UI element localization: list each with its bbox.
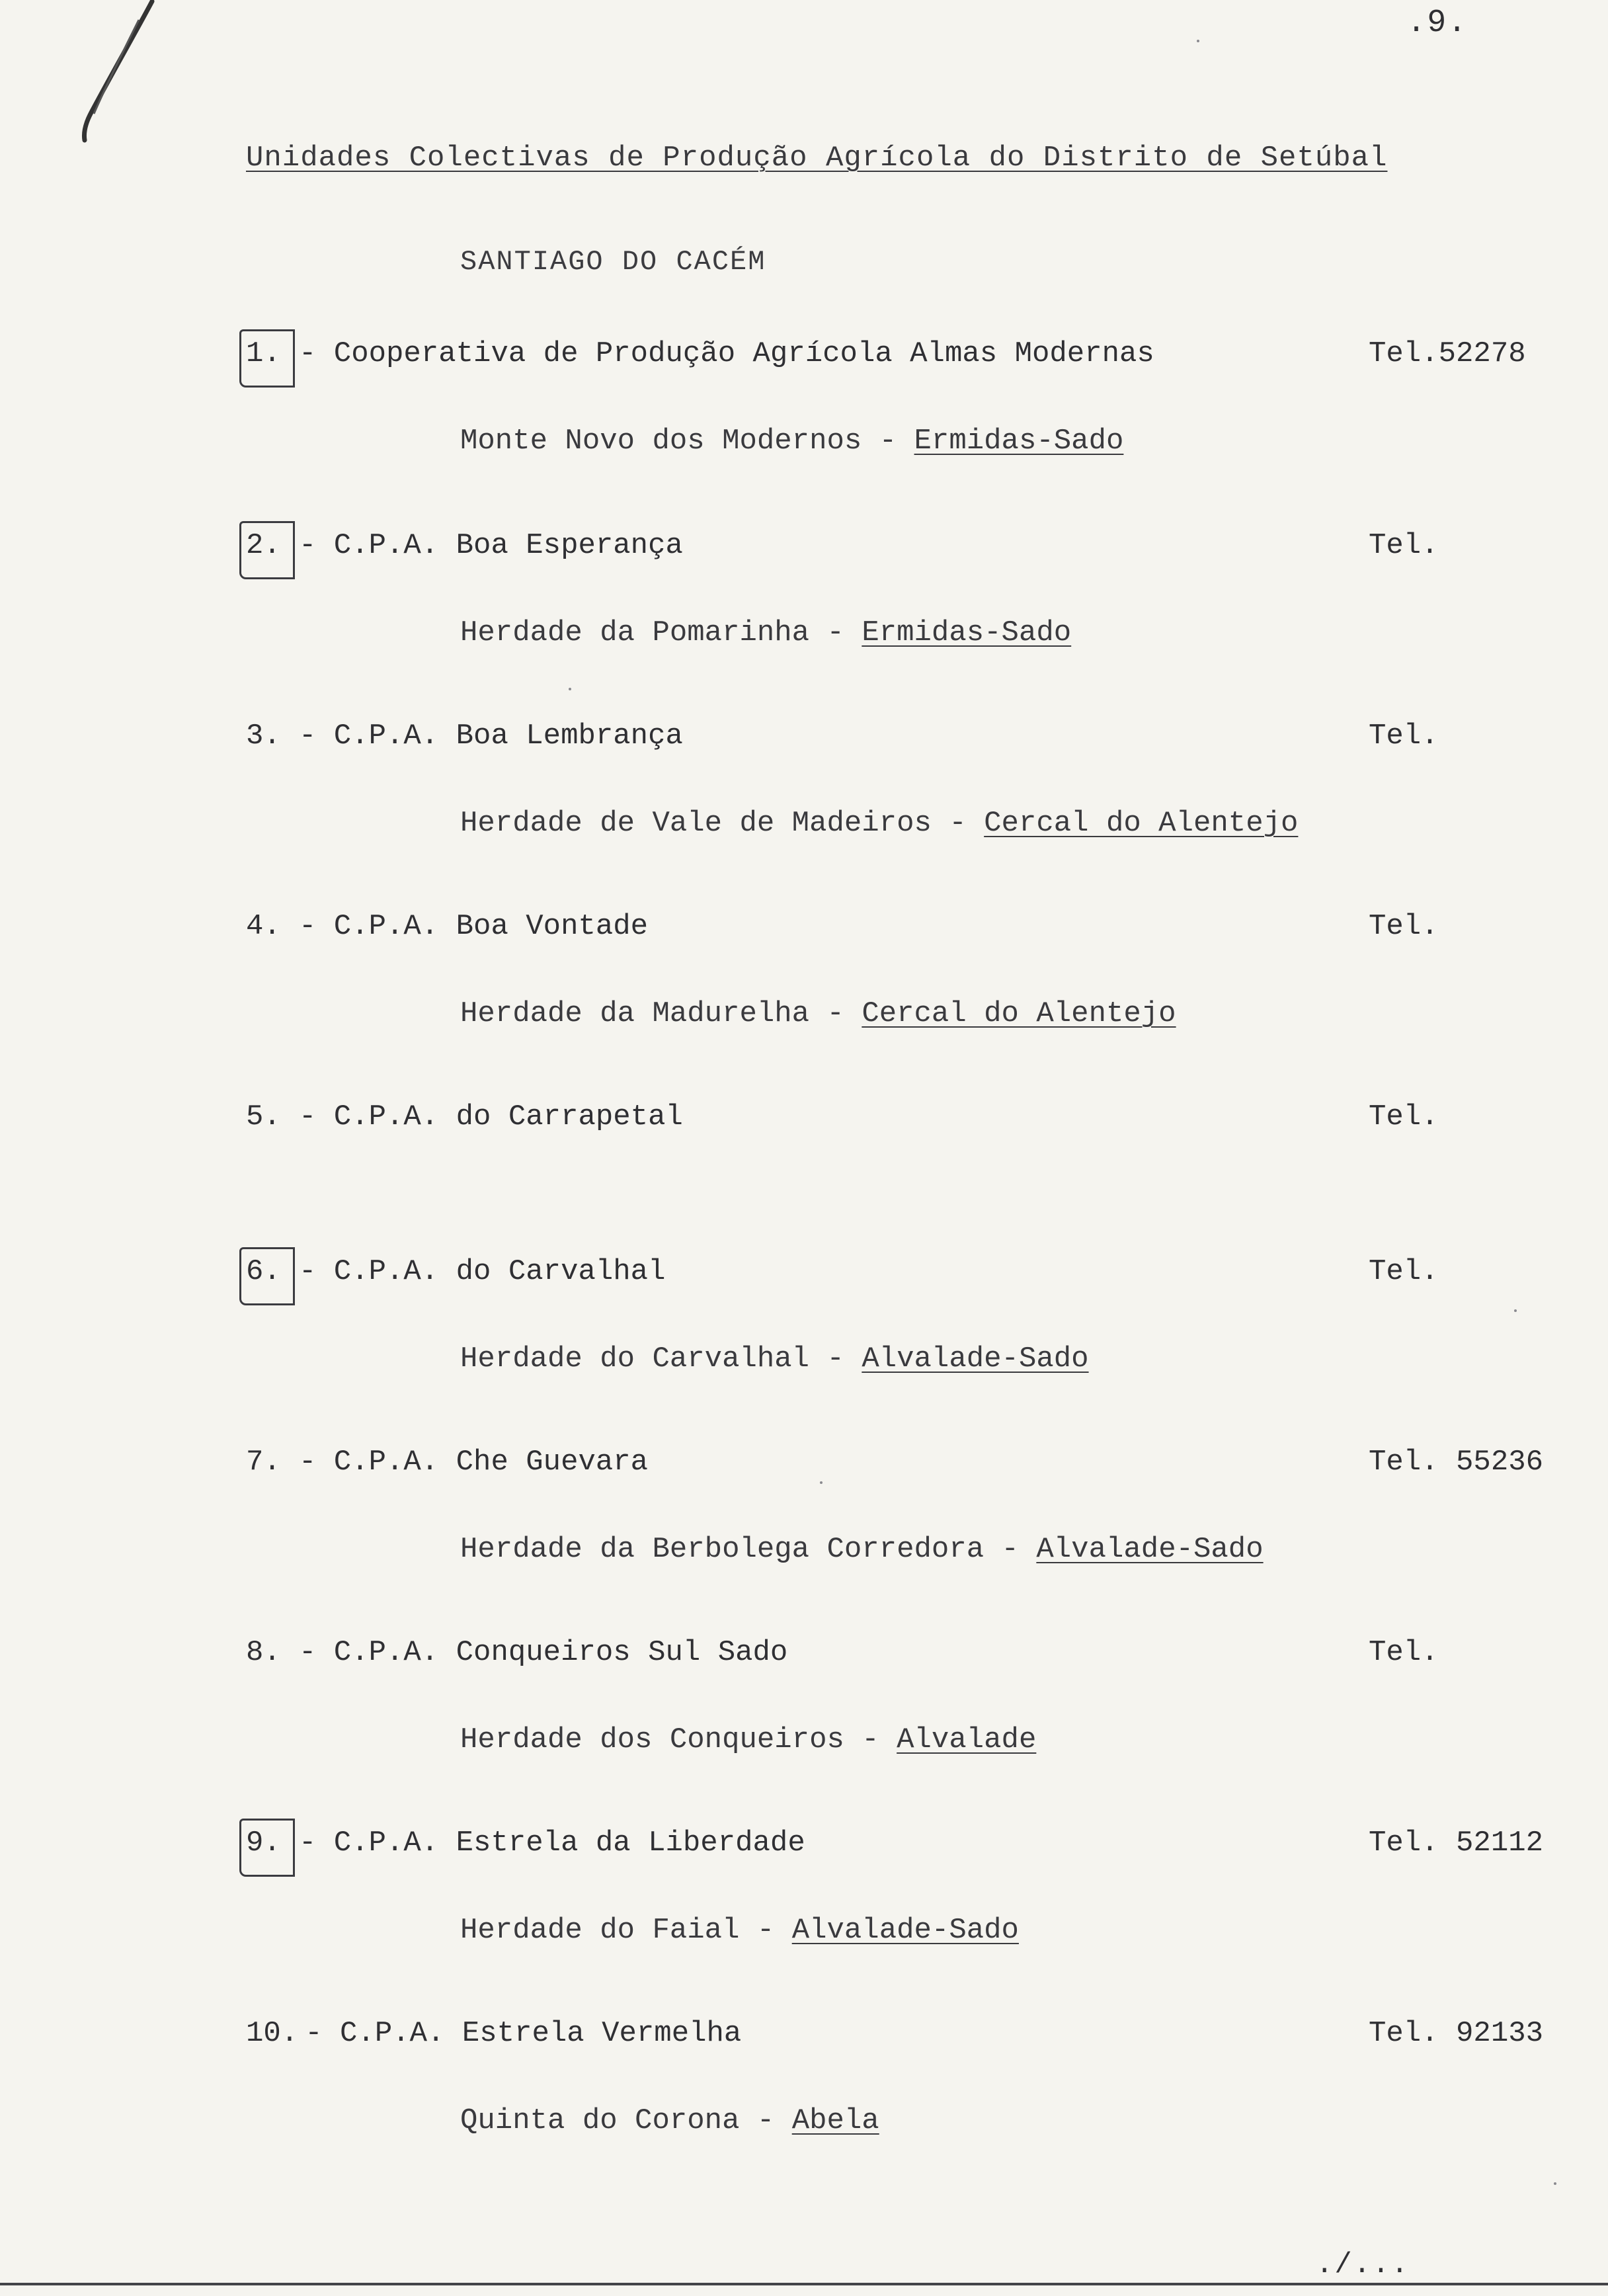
- entry-name: - C.P.A. do Carrapetal: [299, 1100, 683, 1133]
- paper-speck: [1554, 2182, 1556, 2185]
- entry-4: [246, 910, 1562, 943]
- entry-telephone: Tel.: [1369, 1255, 1439, 1288]
- entry-address: [460, 997, 1176, 1030]
- address-place: Ermidas-Sado: [862, 616, 1072, 649]
- entry-number: 1.: [246, 337, 292, 370]
- entry-telephone: Tel. 55236: [1369, 1446, 1544, 1479]
- address-separator: -: [844, 1723, 897, 1756]
- entry-name: - C.P.A. Boa Lembrança: [299, 719, 683, 753]
- paper-speck: [820, 1481, 823, 1484]
- entry-address: [460, 807, 1298, 840]
- entry-telephone: Tel. 52112: [1369, 1826, 1544, 1860]
- address-place: Alvalade-Sado: [1036, 1533, 1264, 1566]
- entry-number: 4.: [246, 910, 281, 943]
- entry-name: - C.P.A. Boa Esperança: [299, 529, 683, 562]
- entry-name: - C.P.A. Boa Vontade: [299, 910, 649, 943]
- page-number: .9.: [1406, 5, 1468, 41]
- entry-address: [460, 1914, 1019, 1947]
- address-separator: -: [739, 2104, 792, 2137]
- entry-address: [460, 425, 1123, 458]
- entry-1: [246, 337, 1562, 370]
- address-text: Herdade do Faial: [460, 1914, 740, 1947]
- entry-8: [246, 1636, 1562, 1669]
- entry-telephone: Tel. 92133: [1369, 2017, 1544, 2050]
- address-text: Monte Novo dos Modernos: [460, 425, 862, 458]
- address-text: Herdade de Vale de Madeiros: [460, 807, 932, 840]
- continuation-mark: ./...: [1316, 2248, 1410, 2281]
- paper-speck: [1514, 1309, 1517, 1312]
- paper-speck: [569, 688, 571, 690]
- address-separator: -: [739, 1914, 792, 1947]
- entry-address: [460, 1723, 1036, 1756]
- entry-telephone: Tel.52278: [1369, 337, 1526, 370]
- entry-telephone: Tel.: [1369, 1636, 1439, 1669]
- entry-6: [246, 1255, 1562, 1288]
- address-text: Quinta do Corona: [460, 2104, 740, 2137]
- entry-name: - C.P.A. do Carvalhal: [299, 1255, 666, 1288]
- entry-address: [460, 1342, 1089, 1375]
- address-place: Alvalade-Sado: [862, 1342, 1089, 1375]
- entry-10: [246, 2017, 1562, 2050]
- address-separator: -: [862, 425, 914, 458]
- entry-9: [246, 1826, 1562, 1860]
- address-text: Herdade dos Conqueiros: [460, 1723, 844, 1756]
- address-text: Herdade da Pomarinha: [460, 616, 810, 649]
- address-place: Abela: [791, 2104, 879, 2137]
- entry-number: 10.: [246, 2017, 299, 2050]
- pencil-stroke-mark: [40, 0, 159, 152]
- entry-telephone: Tel.: [1369, 910, 1439, 943]
- entry-number: 5.: [246, 1100, 281, 1133]
- address-separator: -: [809, 616, 862, 649]
- address-separator: -: [931, 807, 985, 840]
- address-separator: -: [809, 1342, 862, 1375]
- page-bottom-rule: [0, 2283, 1608, 2285]
- address-separator: -: [809, 997, 862, 1030]
- document-title: Unidades Colectivas de Produção Agrícola do Distrito de Setúbal: [246, 142, 1388, 175]
- entry-name: - C.P.A. Che Guevara: [299, 1446, 649, 1479]
- entry-telephone: Tel.: [1369, 719, 1439, 753]
- entry-telephone: Tel.: [1369, 1100, 1439, 1133]
- entry-5: [246, 1100, 1562, 1133]
- entry-telephone: Tel.: [1369, 529, 1439, 562]
- address-text: Herdade da Berbolega Corredora: [460, 1533, 985, 1566]
- entry-number: 8.: [246, 1636, 281, 1669]
- entry-number: 3.: [246, 719, 281, 753]
- address-place: Ermidas-Sado: [914, 425, 1124, 458]
- entry-number: 6.: [246, 1255, 292, 1288]
- entry-3: [246, 719, 1562, 753]
- entry-number: 2.: [246, 529, 292, 562]
- entry-name: - C.P.A. Estrela da Liberdade: [299, 1826, 805, 1860]
- entry-name: - C.P.A. Conqueiros Sul Sado: [299, 1636, 788, 1669]
- entry-name: - Cooperativa de Produção Agrícola Almas Modernas: [299, 337, 1154, 370]
- address-place: Cercal do Alentejo: [862, 997, 1176, 1030]
- entry-number: 7.: [246, 1446, 281, 1479]
- entry-2: [246, 529, 1562, 562]
- address-text: Herdade do Carvalhal: [460, 1342, 810, 1375]
- address-place: Alvalade-Sado: [791, 1914, 1019, 1947]
- entry-name: - C.P.A. Estrela Vermelha: [305, 2017, 742, 2050]
- entry-number: 9.: [246, 1826, 292, 1860]
- entry-address: [460, 2104, 879, 2137]
- entry-address: [460, 1533, 1264, 1566]
- entry-7: [246, 1446, 1562, 1479]
- entry-address: [460, 616, 1071, 649]
- paper-speck: [1197, 40, 1199, 42]
- address-place: Cercal do Alentejo: [984, 807, 1299, 840]
- address-text: Herdade da Madurelha: [460, 997, 810, 1030]
- section-heading: SANTIAGO DO CACÉM: [460, 246, 766, 278]
- address-separator: -: [984, 1533, 1037, 1566]
- address-place: Alvalade: [897, 1723, 1037, 1756]
